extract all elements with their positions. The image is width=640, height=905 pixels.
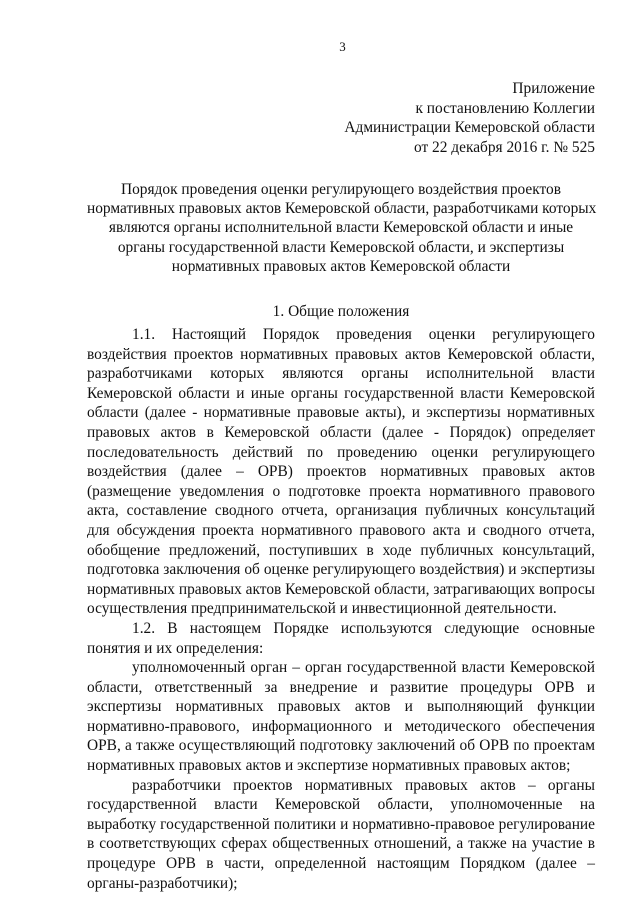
title-line: являются органы исполнительной власти Кемеровской области и иные [108,219,574,237]
document-body [87,325,595,893]
definition-developers: разработчики проектов нормативных правовых актов – органы государственной власти Кемеровской области, уполномоченные на выработку государственной политики и нормативно-правовое регулирование в соответствующих сферах общественных отношений, а также на участие в процедуре ОРВ в части, определенной настоящим Порядком (далее – органы-разработчики); [87,776,595,892]
title-line: нормативных правовых актов Кемеровской области [171,257,511,275]
appendix-line: к постановлению Коллегии [415,99,595,117]
document-title [87,180,595,276]
definition-authorized-body: уполномоченный орган – орган государственной власти Кемеровской области, ответственный за внедрение и развитие процедуры ОРВ и экспертизы нормативных правовых актов и выполняющий функции нормативно-правового, информационного и методического обеспечения ОРВ, а также осуществляющий подготовку заключений об ОРВ по проектам нормативных правовых актов и экспертизе нормативных правовых актов; [87,659,595,775]
title-line: нормативных правовых актов Кемеровской области, разработчиками которых [87,200,597,218]
appendix-header [344,79,595,157]
appendix-line: от 22 декабря 2016 г. № 525 [413,138,595,156]
appendix-line: Приложение [512,80,595,97]
section-heading: 1. Общие положения [272,303,410,320]
paragraph-1-1: 1.1. Настоящий Порядок проведения оценки регулирующего воздействия проектов нормативных правовых актов Кемеровской области, разработчиками которых являются органы исполнительной власти Кемеровской области и иные органы государственной власти Кемеровской области (далее - нормативные правовые акты), и экспертизы нормативных правовых актов в Кемеровской области (далее - Порядок) определяет последовательность действий по проведению оценки регулирующего воздействия (далее – ОРВ) проектов нормативных правовых актов (размещение уведомления о подготовке проекта нормативного правового акта, составление сводного отчета, организация публичных консультаций для обсуждения проекта нормативного правового акта и сводного отчета, обобщение предложений, поступивших в ходе публичных консультаций, подготовка заключения об оценке регулирующего воздействия) и экспертизы нормативных правовых актов Кемеровской области, затрагивающих вопросы осуществления предпринимательской и инвестиционной деятельности. [87,326,595,618]
title-line: органы государственной власти Кемеровской области, и экспертизы [117,238,565,256]
page-number: 3 [339,39,346,54]
paragraph-1-2: 1.2. В настоящем Порядке используются следующие основные понятия и их определения: [87,619,595,657]
appendix-line: Администрации Кемеровской области [344,119,595,136]
title-line: Порядок проведения оценки регулирующего воздействия проектов [120,181,562,198]
